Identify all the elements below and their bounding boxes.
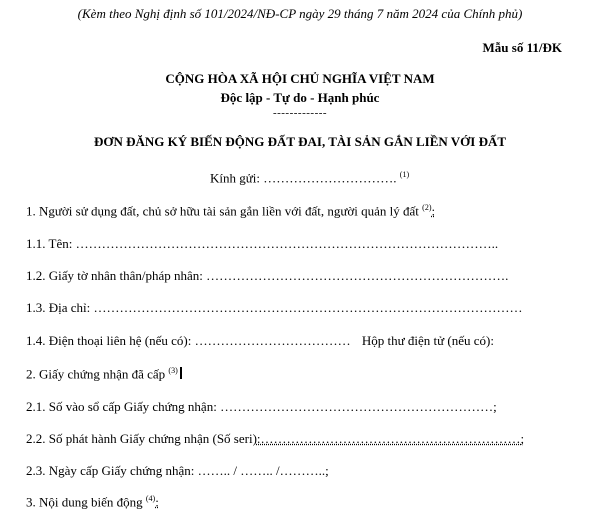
section-2-label: 2. Giấy chứng nhận đã cấp [26, 366, 166, 382]
field-email-label[interactable]: Hộp thư điện tử (nếu có): [361, 333, 494, 348]
field-certificate-serial[interactable]: :……………………………………………………; [256, 431, 525, 446]
section-1-label: 1. Người sử dụng đất, chủ sở hữu tài sản gắn liền với đất, người quản lý đất [26, 203, 419, 219]
section-3-heading [26, 494, 159, 510]
national-motto: Độc lập - Tự do - Hạnh phúc [220, 90, 380, 105]
section-1-heading [26, 203, 435, 219]
field-certificate-issue-date[interactable]: 2.3. Ngày cấp Giấy chứng nhận: …….. / …….. /………..; [26, 463, 329, 478]
section-3-label: 3. Nội dung biến động [26, 494, 143, 510]
field-address-line[interactable]: 1.3. Địa chỉ: ……………………………………………………………………………………… [26, 300, 523, 315]
section-2-heading [26, 366, 182, 382]
footnote-marker-1: (1) [399, 170, 410, 179]
section-3-colon: : [155, 494, 159, 510]
form-code: Mẫu số 11/ĐK [482, 40, 562, 55]
field-certificate-register-number[interactable]: 2.1. Số vào sổ cấp Giấy chứng nhận: ………………………………………………………; [26, 399, 497, 414]
field-phone[interactable]: 1.4. Điện thoại liên hệ (nếu có): ……………………………… [26, 333, 351, 348]
form-title: ĐƠN ĐĂNG KÝ BIẾN ĐỘNG ĐẤT ĐAI, TÀI SẢN GẮN LIỀN VỚI ĐẤT [93, 134, 507, 149]
footnote-marker-2: (2) [422, 203, 432, 212]
footnote-marker-3: (3) [168, 366, 178, 375]
recipient-label: Kính gửi: …………………………. [210, 170, 397, 186]
decree-reference-note: (Kèm theo Nghị định số 101/2024/NĐ-CP ngày 29 tháng 7 năm 2024 của Chính phủ) [77, 6, 523, 21]
footnote-marker-4: (4) [145, 494, 156, 503]
field-certificate-serial-label: 2.2. Số phát hành Giấy chứng nhận (Số seri) [26, 431, 257, 446]
text-cursor [180, 367, 182, 379]
field-certificate-serial-line [26, 431, 524, 447]
recipient-line [210, 170, 409, 186]
field-name-line[interactable]: 1.1. Tên: …………………………………………………………………………………….. [26, 236, 499, 251]
section-1-colon: : [431, 203, 436, 219]
field-identity-doc-line[interactable]: 1.2. Giấy tờ nhân thân/pháp nhân: ……………………………………………………………. [26, 268, 509, 283]
field-contact-line [26, 333, 494, 349]
heading-separator: ------------- [272, 107, 328, 119]
country-name-heading: CỘNG HÒA XÃ HỘI CHỦ NGHĨA VIỆT NAM [165, 71, 435, 86]
